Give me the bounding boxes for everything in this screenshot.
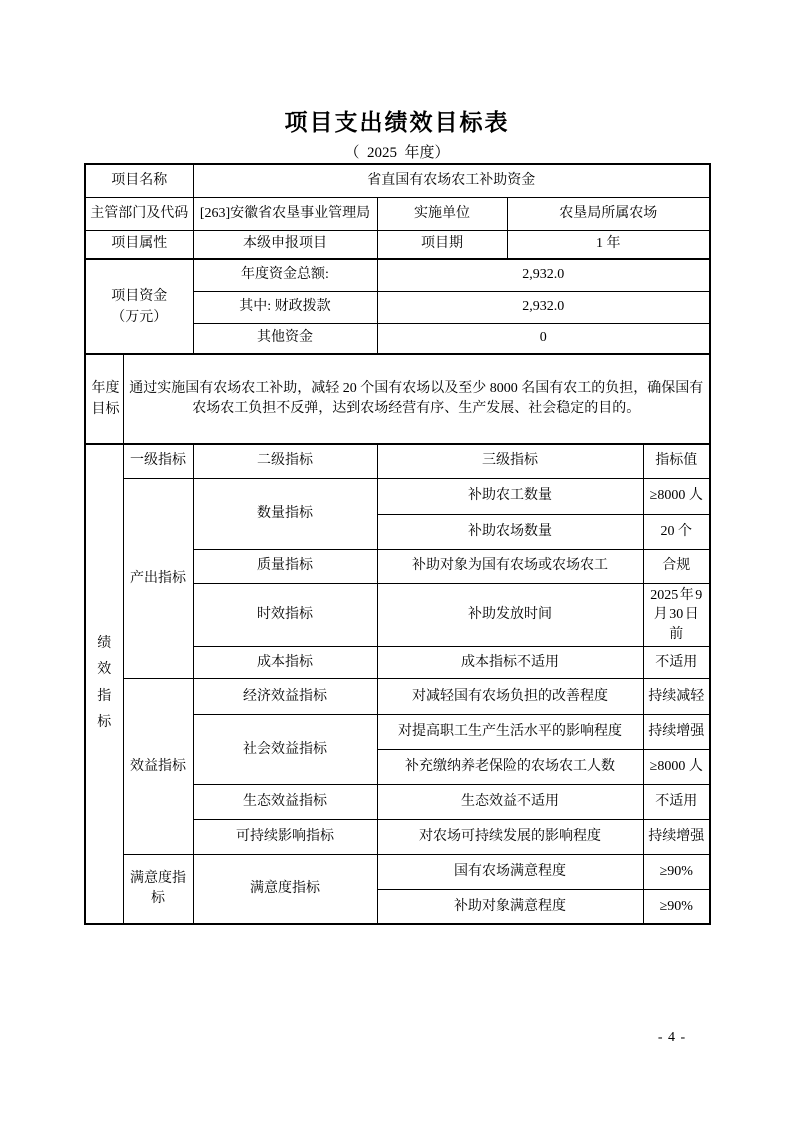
funding-label-text: 项目资金（万元） [111,288,168,325]
sub-quantity-label: 数量指标 [193,478,377,549]
period-value: 1 年 [507,230,710,259]
indicator-row-name: 补助农工数量 [377,478,643,514]
annual-goal-label-text: 年度目标 [91,381,120,417]
sub-timeliness-label: 时效指标 [193,583,377,647]
indicator-row-name: 生态效益不适用 [377,785,643,820]
indicator-row-value: 持续增强 [643,820,710,855]
indicator-row-name: 补助对象满意程度 [377,890,643,924]
group-benefit-label: 效益指标 [123,679,193,855]
indicator-row-value: ≥8000 人 [643,750,710,785]
sub-ecological-label: 生态效益指标 [193,785,377,820]
sub-cost-label: 成本指标 [193,647,377,679]
indicators-section-label [85,444,123,924]
attribute-value: 本级申报项目 [193,230,377,259]
project-name-label: 项目名称 [85,164,193,197]
sub-sustainable-label: 可持续影响指标 [193,820,377,855]
impl-unit-value: 农垦局所属农场 [507,197,710,230]
sub-quality-label: 质量指标 [193,549,377,583]
funding-row-fiscal-label: 其中: 财政拨款 [193,291,377,323]
indicator-row-value: 不适用 [643,785,710,820]
funding-row-other-value: 0 [377,323,710,354]
indicator-row-value: 不适用 [643,647,710,679]
indicator-row-name: 成本指标不适用 [377,647,643,679]
header-level2: 二级指标 [193,444,377,478]
header-value: 指标值 [643,444,710,478]
indicator-row-name: 国有农场满意程度 [377,855,643,890]
sub-economic-label: 经济效益指标 [193,679,377,715]
impl-unit-label: 实施单位 [377,197,507,230]
dept-value: [263]安徽省农垦事业管理局 [193,197,377,230]
attribute-label: 项目属性 [85,230,193,259]
header-level3: 三级指标 [377,444,643,478]
group-satisfaction-label: 满意度指标 [123,855,193,924]
funding-row-total-label: 年度资金总额: [193,259,377,291]
annual-goal-label [85,354,123,444]
project-name-value: 省直国有农场农工补助资金 [193,164,710,197]
header-level1: 一级指标 [123,444,193,478]
annual-goal-text: 通过实施国有农场农工补助，减轻 20 个国有农场以及至少 8000 名国有农工的负担，确保国有农场农工负担不反弹，达到农场经营有序、生产发展、社会稳定的目的。 [123,354,710,444]
indicator-row-value: 持续增强 [643,715,710,750]
funding-row-fiscal-value: 2,932.0 [377,291,710,323]
sub-social-label: 社会效益指标 [193,715,377,785]
indicator-row-value: 2025 年 9 月 30 日前 [643,583,710,647]
dept-label: 主管部门及代码 [85,197,193,230]
document-title: 项目支出绩效目标表 [284,110,510,135]
group-output-label: 产出指标 [123,478,193,679]
year-subtitle: （ 2025 年度） [344,145,450,161]
indicator-row-value: 20 个 [643,514,710,549]
period-label: 项目期 [377,230,507,259]
indicator-row-name: 补助农场数量 [377,514,643,549]
indicator-row-name: 补助发放时间 [377,583,643,647]
indicator-row-name: 对减轻国有农场负担的改善程度 [377,679,643,715]
indicator-row-name: 补充缴纳养老保险的农场农工人数 [377,750,643,785]
indicator-row-value: 合规 [643,549,710,583]
funding-label [85,259,193,354]
funding-row-other-label: 其他资金 [193,323,377,354]
sub-satisfaction-label: 满意度指标 [193,855,377,924]
indicator-row-value: ≥8000 人 [643,478,710,514]
funding-row-total-value: 2,932.0 [377,259,710,291]
page-number: - 4 - [657,1030,687,1045]
indicators-section-label-text: 绩效指标 [97,635,112,731]
indicator-row-name: 补助对象为国有农场或农场农工 [377,549,643,583]
indicator-row-name: 对提高职工生产生活水平的影响程度 [377,715,643,750]
performance-target-table [84,163,711,925]
indicator-row-value: ≥90% [643,855,710,890]
indicator-row-value: 持续减轻 [643,679,710,715]
indicator-row-name: 对农场可持续发展的影响程度 [377,820,643,855]
indicator-row-value: ≥90% [643,890,710,924]
